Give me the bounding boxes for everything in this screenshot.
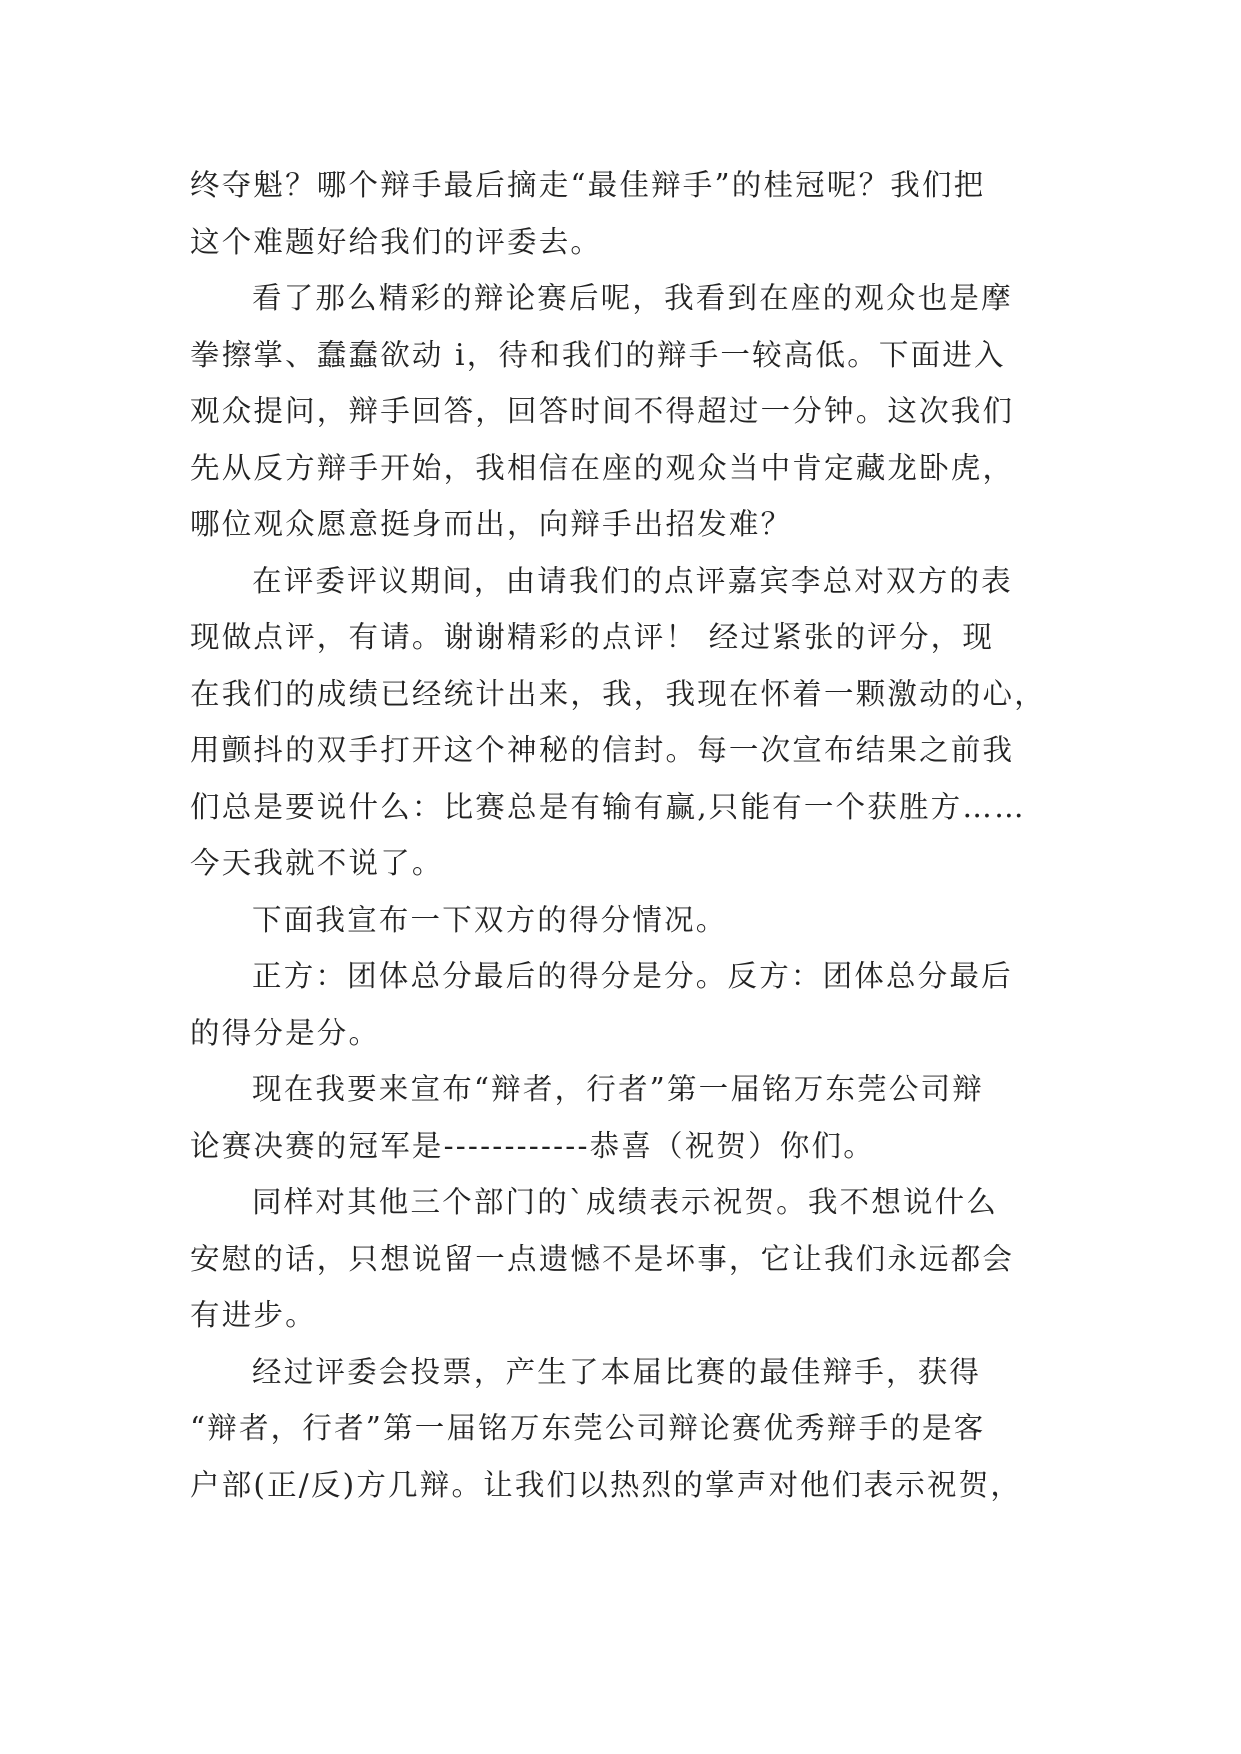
text-line: 安慰的话，只想说留一点遗憾不是坏事，它让我们永远都会 <box>190 1241 1015 1276</box>
text-line: 下面我宣布一下双方的得分情况。 <box>252 902 728 937</box>
text-line: 的得分是分。 <box>190 1015 381 1050</box>
text-line: 先从反方辩手开始，我相信在座的观众当中肯定藏龙卧虎， <box>190 450 1015 485</box>
text-line: 这个难题好给我们的评委去。 <box>190 224 603 259</box>
text-line: 在我们的成绩已经统计出来，我，我现在怀着一颗激动的心， <box>190 676 1046 711</box>
text-line: 经过评委会投票，产生了本届比赛的最佳辩手，获得 <box>252 1354 982 1389</box>
text-line: 同样对其他三个部门的`成绩表示祝贺。我不想说什么 <box>252 1185 999 1219</box>
text-line: 看了那么精彩的辩论赛后呢，我看到在座的观众也是摩 <box>252 281 1013 315</box>
text-line: 们总是要说什么：比赛总是有输有赢,只能有一个获胜方…… <box>190 789 1026 824</box>
text-line: 现做点评，有请。谢谢精彩的点评！ 经过紧张的评分，现 <box>190 620 995 654</box>
text-line: 有进步。 <box>190 1298 317 1332</box>
text-line: 观众提问，辩手回答，回答时间不得超过一分钟。这次我们 <box>190 394 1015 428</box>
text-line: 论赛决赛的冠军是------------恭喜（祝贺）你们。 <box>190 1128 875 1163</box>
text-line: 现在我要来宣布“辩者，行者”第一届铭万东莞公司辩 <box>252 1072 984 1106</box>
text-line: 用颤抖的双手打开这个神秘的信封。每一次宣布结果之前我 <box>190 733 1015 767</box>
text-line: 拳擦掌、蠢蠢欲动 i，待和我们的辩手一较高低。下面进入 <box>190 337 1006 372</box>
text-line: 今天我就不说了。 <box>190 846 444 880</box>
text-line: 哪位观众愿意挺身而出，向辩手出招发难？ <box>190 507 793 541</box>
text-line: “辩者，行者”第一届铭万东莞公司辩论赛优秀辩手的是客 <box>190 1411 986 1445</box>
text-line: 户部(正/反)方几辩。让我们以热烈的掌声对他们表示祝贺， <box>190 1467 1023 1502</box>
document-body <box>190 157 1050 1513</box>
text-line: 终夺魁？哪个辩手最后摘走“最佳辩手”的桂冠呢？我们把 <box>190 168 986 202</box>
text-line: 正方：团体总分最后的得分是分。反方：团体总分最后 <box>252 959 1013 993</box>
text-line: 在评委评议期间，由请我们的点评嘉宾李总对双方的表 <box>252 563 1013 598</box>
